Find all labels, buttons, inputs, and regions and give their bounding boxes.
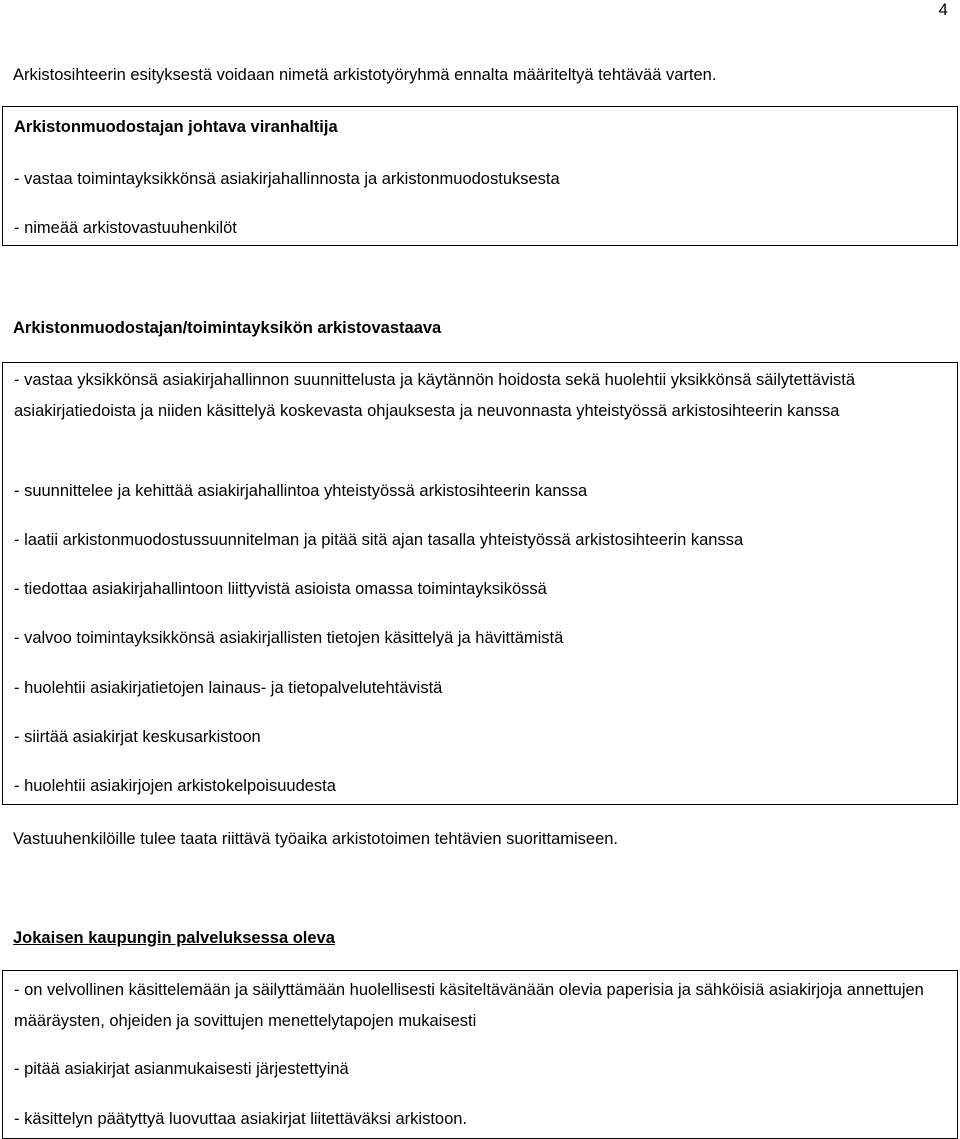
page-number: 4 (938, 0, 948, 19)
director-heading: Arkistonmuodostajan johtava viranhaltija (14, 118, 338, 136)
unit-duties-box (2, 362, 958, 805)
service-duty-item: - on velvollinen käsittelemään ja säilyttämään huolellisesti käsiteltävänään olevia paperisia ja sähköisiä asiakirjoja annettujen määräysten, ohjeiden ja sovittujen menettelytapojen mukaisesti (14, 981, 924, 1030)
service-heading: Jokaisen kaupungin palveluksessa oleva (13, 929, 335, 947)
service-duty-item: - käsittelyn päätyttyä luovuttaa asiakirjat liitettäväksi arkistoon. (14, 1110, 468, 1128)
service-duties-box (2, 970, 958, 1139)
unit-duty-item: - suunnittelee ja kehittää asiakirjahallintoa yhteistyössä arkistosihteerin kanssa (14, 482, 588, 500)
unit-heading: Arkistonmuodostajan/toimintayksikön arkistovastaava (13, 319, 442, 337)
unit-duty-item: - tiedottaa asiakirjahallintoon liittyvistä asioista omassa toimintayksikössä (14, 580, 547, 598)
unit-duty-item: - vastaa yksikkönsä asiakirjahallinnon suunnittelusta ja käytännön hoidosta sekä huolehtii yksikkönsä säilytettävistä asiakirjatiedoista ja niiden käsittelyä koskevasta ohjauksesta ja neuvonnasta yhteistyössä arkistosihteerin kanssa (14, 371, 856, 420)
director-item: - nimeää arkistovastuuhenkilöt (14, 219, 237, 237)
unit-duty-item: - huolehtii asiakirjatietojen lainaus- ja tietopalvelutehtävistä (14, 679, 443, 697)
director-box (2, 106, 958, 246)
director-item: - vastaa toimintayksikkönsä asiakirjahallinnosta ja arkistonmuodostuksesta (14, 170, 560, 188)
unit-duty-item: - laatii arkistonmuodostussuunnitelman ja pitää sitä ajan tasalla yhteistyössä arkistosihteerin kanssa (14, 531, 744, 549)
service-duty-item: - pitää asiakirjat asianmukaisesti järjestettyinä (14, 1060, 349, 1078)
unit-duty-item: - valvoo toimintayksikkönsä asiakirjallisten tietojen käsittelyä ja hävittämistä (14, 629, 564, 647)
closing-paragraph: Vastuuhenkilöille tulee taata riittävä työaika arkistotoimen tehtävien suorittamiseen. (13, 830, 619, 848)
unit-duty-item: - huolehtii asiakirjojen arkistokelpoisuudesta (14, 777, 336, 795)
unit-duty-item: - siirtää asiakirjat keskusarkistoon (14, 728, 261, 746)
archivist-intro-paragraph: Arkistosihteerin esityksestä voidaan nimetä arkistotyöryhmä ennalta määriteltyä tehtävää varten. (13, 66, 717, 84)
